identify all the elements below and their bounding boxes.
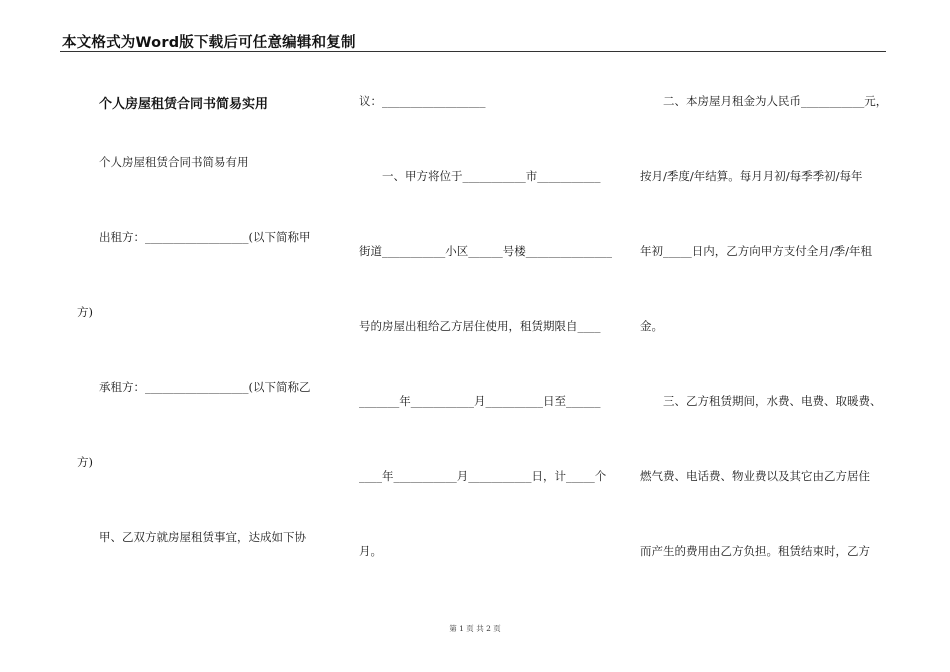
paragraph-line: 个人房屋租赁合同书简易有用: [99, 155, 249, 169]
paragraph-line: 号的房屋出租给乙方居住使用，租赁期限自____: [359, 319, 601, 333]
paragraph-line: 方): [77, 455, 93, 469]
paragraph-line: 街道___________小区______号楼_______________: [359, 244, 612, 258]
paragraph-line: 年初_____日内，乙方向甲方支付全月/季/年租: [640, 244, 872, 258]
paragraph-line: 按月/季度/年结算。每月月初/每季季初/每年: [640, 169, 863, 183]
paragraph-line: 承租方：__________________(以下简称乙: [99, 380, 311, 394]
paragraph-line: 燃气费、电话费、物业费以及其它由乙方居住: [640, 469, 870, 483]
paragraph-line: 二、本房屋月租金为人民币___________元，: [663, 94, 888, 108]
document-title: 个人房屋租赁合同书简易实用: [99, 97, 269, 112]
header-divider: [60, 51, 886, 52]
paragraph-line: 方): [77, 305, 93, 319]
paragraph-line: 议：__________________: [359, 94, 486, 108]
paragraph-line: 甲、乙双方就房屋租赁事宜，达成如下协: [99, 530, 306, 544]
paragraph-line: 出租方：__________________(以下简称甲: [99, 230, 311, 244]
paragraph-line: 三、乙方租赁期间，水费、电费、取暖费、: [663, 394, 882, 408]
paragraph-line: 而产生的费用由乙方负担。租赁结束时，乙方: [640, 544, 870, 558]
paragraph-line: 月。: [359, 544, 382, 558]
paragraph-line: 金。: [640, 319, 663, 333]
paragraph-line: _______年___________月__________日至______: [359, 394, 601, 408]
paragraph-line: 一、甲方将位于___________市___________: [382, 169, 601, 183]
page-number: 第 1 页 共 2 页: [449, 624, 501, 633]
document-banner: 本文格式为Word版下载后可任意编辑和复制: [62, 35, 356, 51]
paragraph-line: ____年___________月___________日，计_____个: [359, 469, 607, 483]
